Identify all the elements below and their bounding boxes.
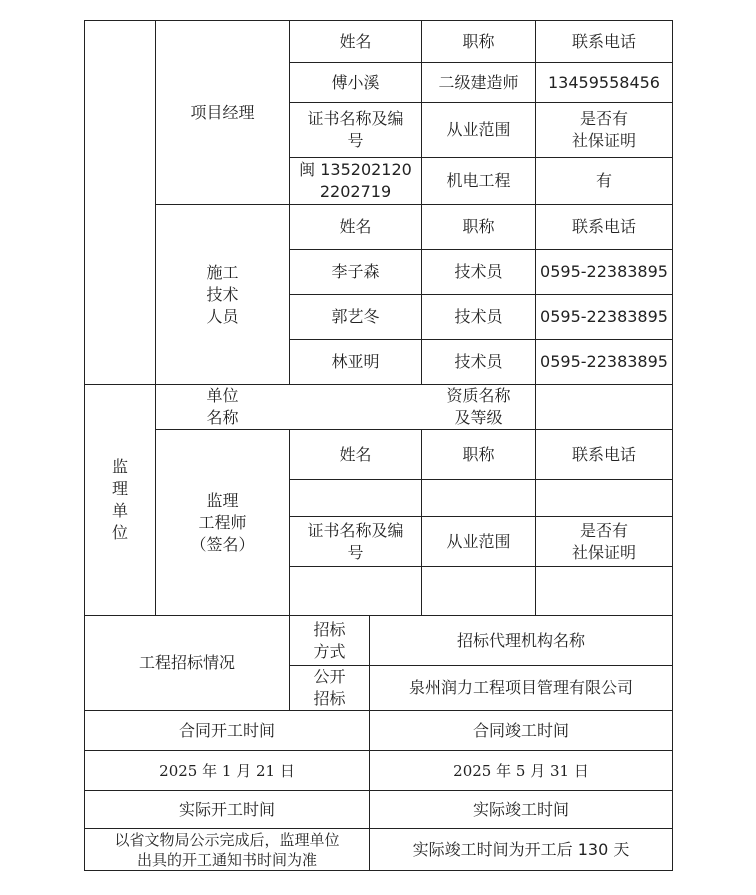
unit-name-label: 单位 名称 xyxy=(206,386,239,427)
bidding-info-label: 工程招标情况 xyxy=(138,653,235,672)
pm-header-cert: 证书名称及编 号 xyxy=(307,109,404,150)
tech-row-2-title: 技术员 xyxy=(454,307,503,326)
bidding-method-label: 招标 方式 xyxy=(313,619,346,661)
pm-title: 二级建造师 xyxy=(438,72,519,92)
tech-header-name: 姓名 xyxy=(339,217,372,236)
tech-row-3-name: 林亚明 xyxy=(331,352,380,371)
contract-start-date: 2025 年 1 月 21 日 xyxy=(159,761,295,780)
tech-row-2-phone: 0595-22383895 xyxy=(540,307,668,326)
supervision-unit-label: 监 理 单 位 xyxy=(111,457,128,542)
supervising-engineer-label: 监理 工程师 （签名） xyxy=(190,490,255,554)
qualification-value xyxy=(536,385,672,429)
actual-end-value: 实际竣工时间为开工后 130 天 xyxy=(412,839,630,859)
pm-header-phone: 联系电话 xyxy=(571,31,636,51)
sup-header-social: 是否有 社保证明 xyxy=(571,520,636,562)
pm-scope: 机电工程 xyxy=(446,171,511,190)
pm-header-title: 职称 xyxy=(462,31,495,51)
bidding-agency-label: 招标代理机构名称 xyxy=(456,630,585,650)
actual-start-value: 以省文物局公示完成后，监理单位 出具的开工通知书时间为准 xyxy=(114,830,340,869)
bidding-agency-value: 泉州润力工程项目管理有限公司 xyxy=(408,678,633,697)
pm-cert: 闽 135202120 2202719 xyxy=(299,160,412,201)
sup-header-scope: 从业范围 xyxy=(446,531,511,551)
divider xyxy=(289,479,673,480)
pm-phone: 13459558456 xyxy=(548,72,660,92)
border-right xyxy=(672,20,673,871)
tech-row-1-name: 李子森 xyxy=(331,262,380,281)
actual-start-label: 实际开工时间 xyxy=(178,799,275,819)
tech-header-title: 职称 xyxy=(462,217,495,236)
sup-header-phone: 联系电话 xyxy=(571,444,636,464)
contract-start-label: 合同开工时间 xyxy=(178,720,275,740)
tech-header-phone: 联系电话 xyxy=(571,217,636,236)
pm-social: 有 xyxy=(595,171,612,190)
pm-header-name: 姓名 xyxy=(339,31,372,51)
contract-end-date: 2025 年 5 月 31 日 xyxy=(453,761,589,780)
pm-header-scope: 从业范围 xyxy=(446,120,511,139)
sup-header-title: 职称 xyxy=(462,444,495,464)
unit-name-value xyxy=(290,385,421,429)
tech-row-3-title: 技术员 xyxy=(454,352,503,371)
tech-row-1-title: 技术员 xyxy=(454,262,503,281)
border-bottom xyxy=(84,870,673,871)
divider xyxy=(289,566,673,567)
actual-end-label: 实际竣工时间 xyxy=(472,799,569,819)
project-manager-label: 项目经理 xyxy=(190,102,255,122)
tech-staff-label: 施工 技术 人员 xyxy=(206,262,239,326)
contract-end-label: 合同竣工时间 xyxy=(472,720,569,740)
tech-row-2-name: 郭艺冬 xyxy=(331,307,380,326)
tech-row-1-phone: 0595-22383895 xyxy=(540,262,668,281)
sup-header-name: 姓名 xyxy=(339,444,372,464)
bidding-method-value: 公开 招标 xyxy=(313,667,346,708)
qualification-label: 资质名称 及等级 xyxy=(446,386,511,427)
pm-header-social: 是否有 社保证明 xyxy=(571,109,636,150)
sup-header-cert: 证书名称及编 号 xyxy=(307,520,404,562)
pm-name: 傅小溪 xyxy=(331,72,380,92)
tech-row-3-phone: 0595-22383895 xyxy=(540,352,668,371)
